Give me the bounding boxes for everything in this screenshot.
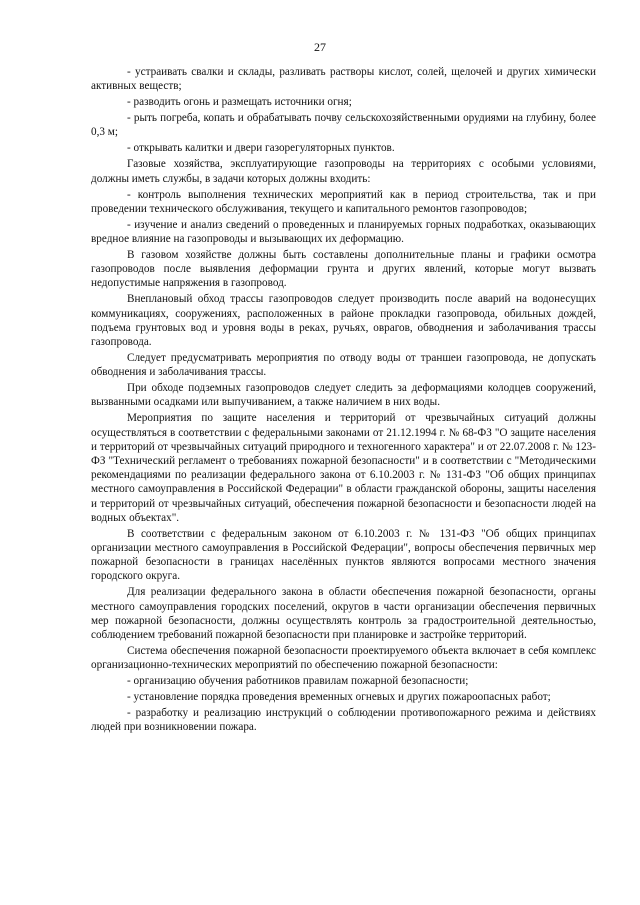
list-item: - организацию обучения работников правилам пожарной безопасности; <box>127 675 469 688</box>
list-item: - установление порядка проведения временных огневых и других пожароопасных работ; <box>127 691 551 704</box>
paragraph: Мероприятия по защите населения и территорий от чрезвычайных ситуаций должны осуществляться в соответствии с федеральными законами от 21.12.1994 г. № 68-ФЗ "О защите населения и территорий от чрезвычайных ситуаций природного и техногенного характера" и от 22.07.2008 г. № 123-ФЗ "Технический регламент о требованиях пожарной безопасности" и в соответствии с "Методическими рекомендациями по реализации федерального закона от 6.10.2003 г. № 131-ФЗ "Об общих принципах местного самоуправления в Российской Федерации" в области гражданской обороны, защиты населения и территорий от чрезвычайных ситуаций, обеспечения пожарной безопасности и безопасности людей на водных объектах". <box>91 412 596 524</box>
list-item: - рыть погреба, копать и обрабатывать почву сельскохозяйственными орудиями на глубину, более 0,3 м; <box>91 112 596 139</box>
list-item: - открывать калитки и двери газорегуляторных пунктов. <box>127 142 395 155</box>
list-item: - разработку и реализацию инструкций о соблюдении противопожарного режима и действиях людей при возникновении пожара. <box>91 707 596 734</box>
paragraph: В газовом хозяйстве должны быть составлены дополнительные планы и графики осмотра газопроводов после выявления деформации грунта и других явлений, которые могут вызвать недопустимые напряжения в газопровод. <box>91 249 596 290</box>
paragraph: В соответствии с федеральным законом от 6.10.2003 г. № 131-ФЗ "Об общих принципах организации местного самоуправления в Российской Федерации", вопросы обеспечения первичных мер пожарной безопасности в границах населённых пунктов являются вопросами местного значения городского округа. <box>91 527 596 583</box>
body-text <box>91 65 596 736</box>
paragraph: Для реализации федерального закона в области обеспечения пожарной безопасности, органы местного самоуправления городских поселений, округов в части организации обеспечения первичных мер пожарной безопасности, должны осуществлять контроль за градостроительной деятельностью, соблюдением требований пожарной безопасности при планировке и застройке территорий. <box>91 586 596 642</box>
list-item: - изучение и анализ сведений о проведенных и планируемых горных подработках, оказывающих вредное влияние на газопроводы и вызывающих их деформацию. <box>91 218 596 246</box>
paragraph: Следует предусматривать мероприятия по отводу воды от траншеи газопровода, не допускать обводнения и заболачивания трассы. <box>91 352 596 379</box>
paragraph: При обходе подземных газопроводов следует следить за деформациями колодцев сооружений, вызванными осадками или выпучиванием, а также наличием в них воды. <box>91 382 596 409</box>
paragraph: Газовые хозяйства, эксплуатирующие газопроводы на территориях с особыми условиями, должны иметь службы, в задачи которых должны входить: <box>91 158 596 185</box>
list-item: - разводить огонь и размещать источники огня; <box>127 96 352 109</box>
page-number: 27 <box>314 40 326 54</box>
list-item: - контроль выполнения технических мероприятий как в период строительства, так и при проведении технического обслуживания, текущего и капитального ремонтов газопроводов; <box>91 188 596 215</box>
list-item: - устраивать свалки и склады, разливать растворы кислот, солей, щелочей и других химически активных веществ; <box>91 66 596 93</box>
paragraph: Система обеспечения пожарной безопасности проектируемого объекта включает в себя комплекс организационно-технических мероприятий по обеспечению пожарной безопасности: <box>91 645 596 672</box>
paragraph: Внеплановый обход трассы газопроводов следует производить после аварий на водонесущих коммуникациях, сооружениях, расположенных в районе прокладки газопровода, обильных дождей, подъема грунтовых вод и уровня воды в реках, ручьях, оврагов, обводнения и заболачивания трассы газопровода. <box>91 293 596 349</box>
